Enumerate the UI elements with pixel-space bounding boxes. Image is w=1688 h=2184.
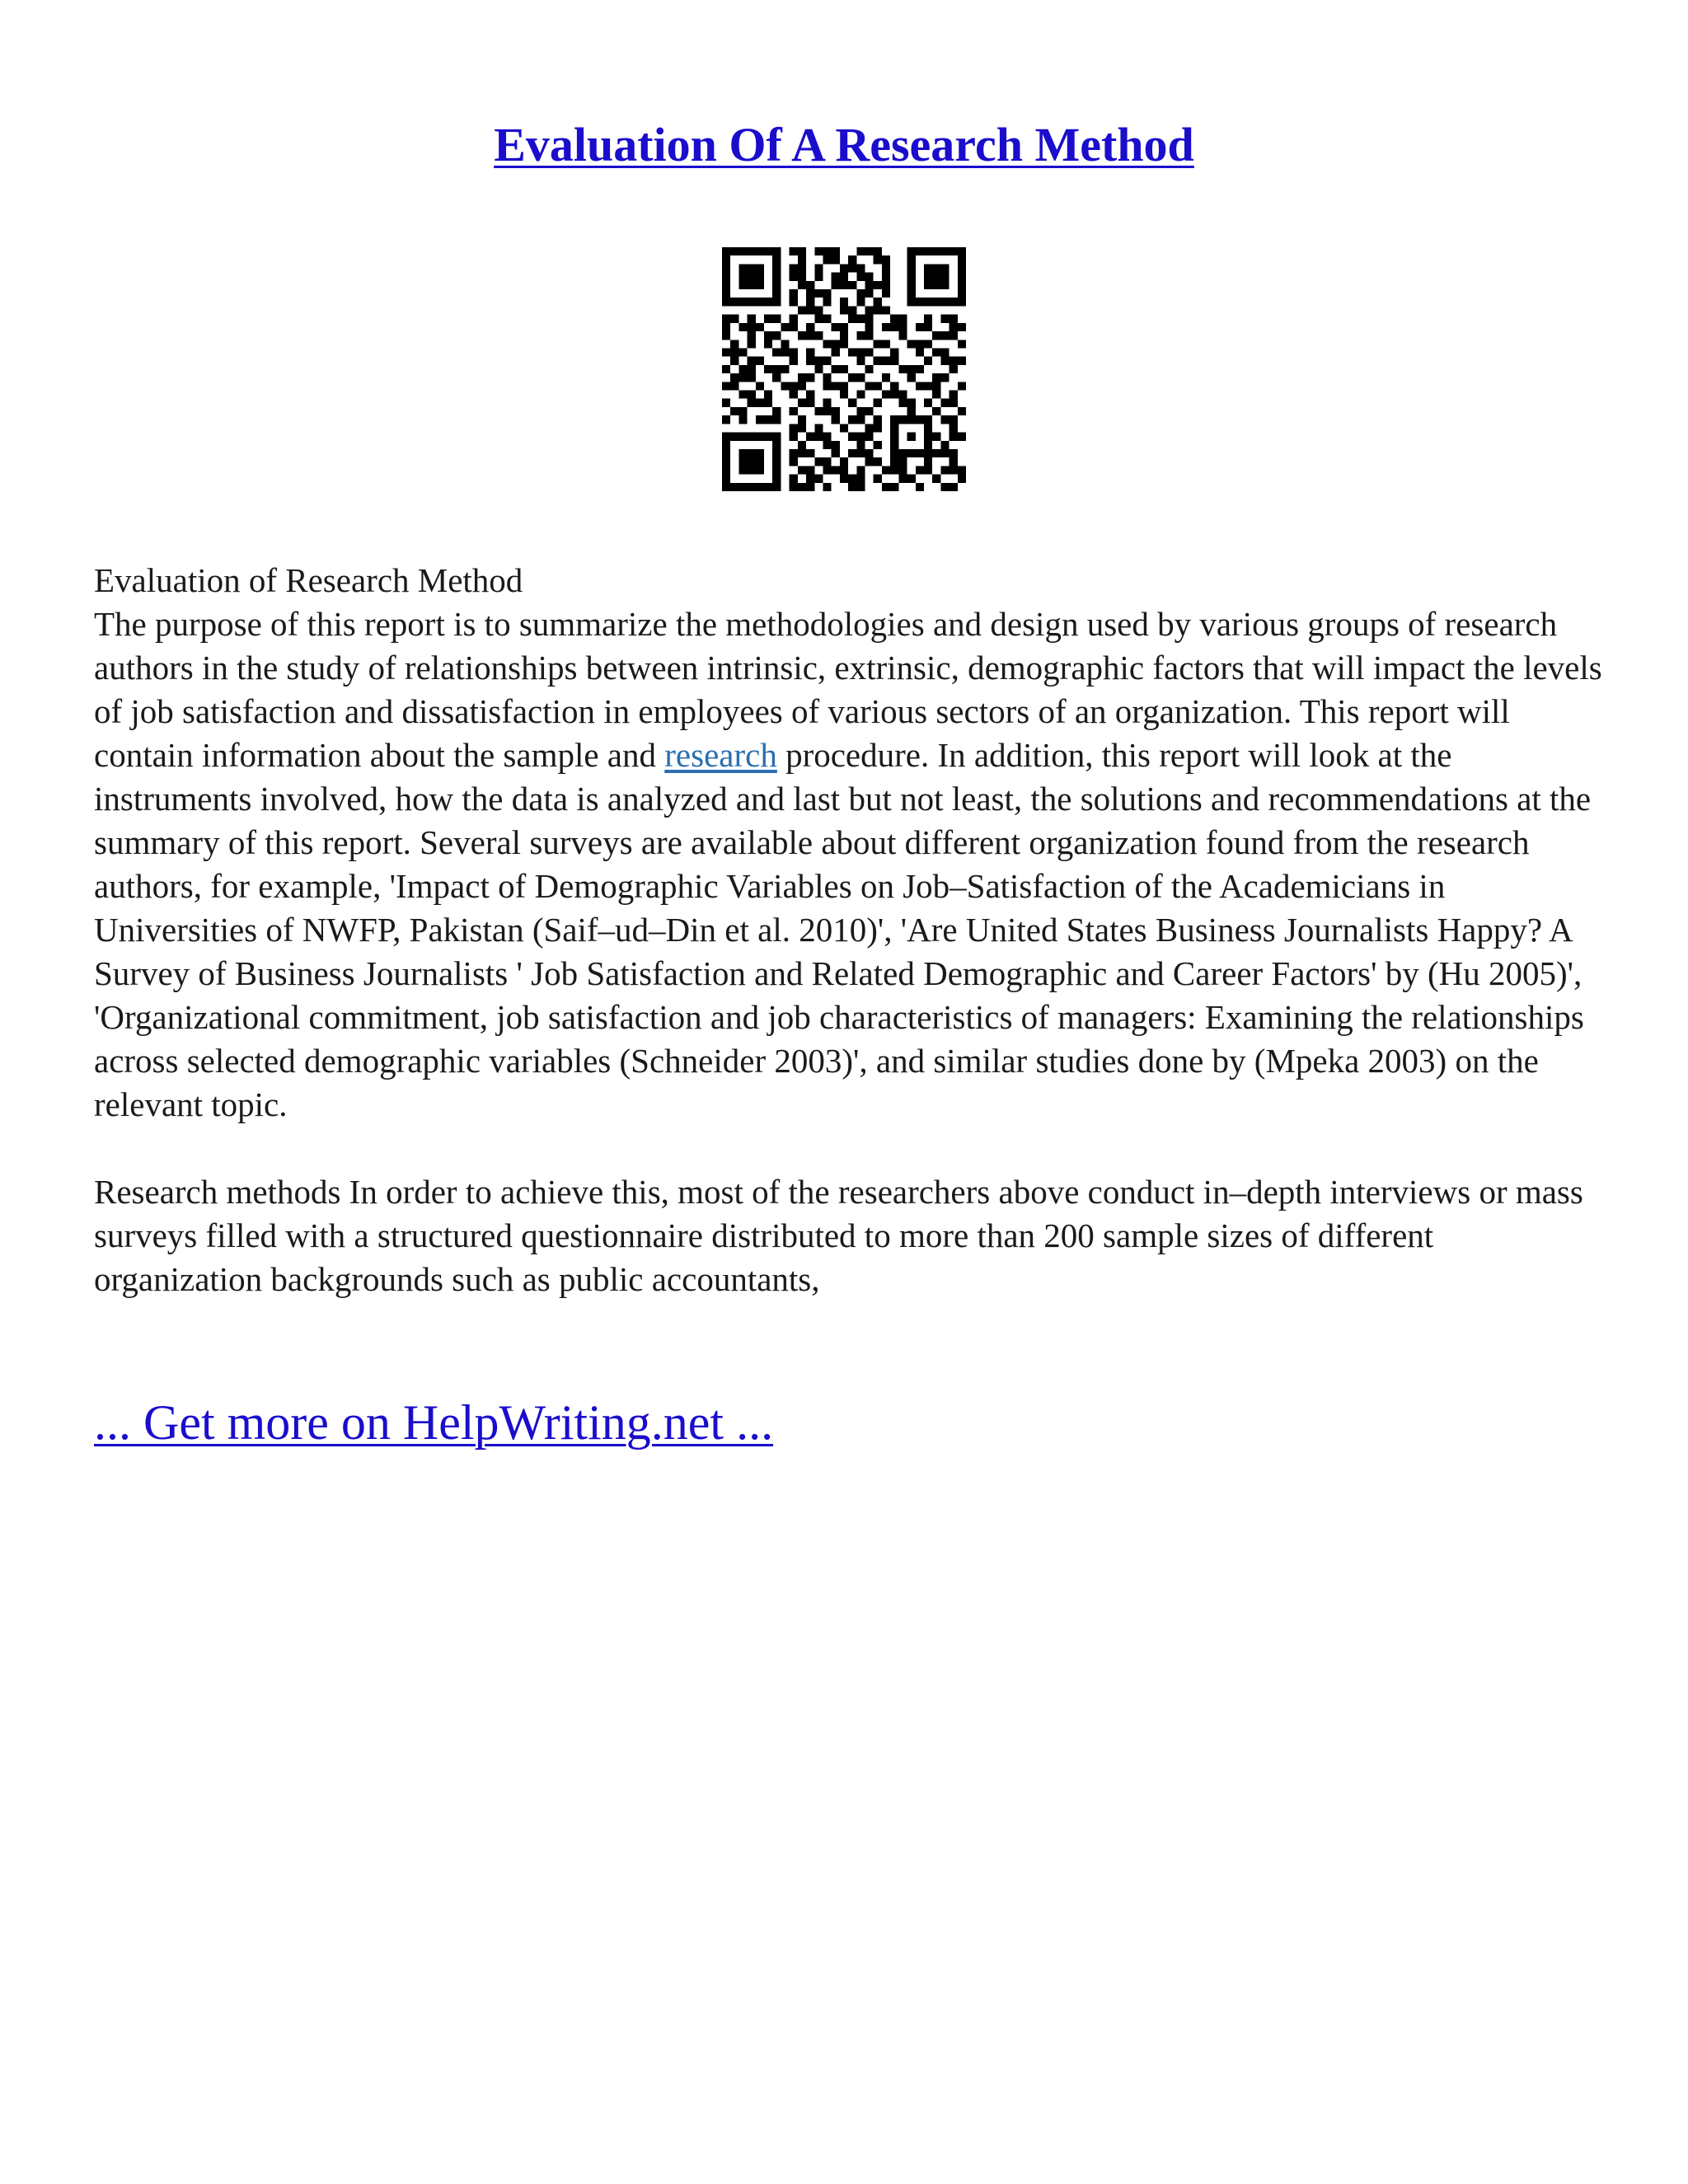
paragraph-intro-text-a: The purpose of this report is to summarize the methodologies and design used by various groups of research authors in the study of relationships between intrinsic, extrinsic, demographic factors that will impact the levels of job satisfaction and dissatisfaction in employees of various sectors of an organization. This report will contain information about the sample and (94, 605, 1602, 774)
paragraph-intro-text-b: procedure. In addition, this report will look at the instruments involved, how the data is analyzed and last but not least, the solutions and recommendations at the summary of this report. Several surveys are available about different organization found from the research authors, for example, 'Impact of Demographic Variables on Job–Satisfaction of the Academicians in Universities of NWFP, Pakistan (Saif–ud–Din et al. 2010)', 'Are United States Business Journalists Happy? A Survey of Business Journalists ' Job Satisfaction and Related Demographic and Career Factors' by (Hu 2005)', 'Organizational commitment, job satisfaction and job characteristics of managers: Examining the relationships across selected demographic variables (Schneider 2003)', and similar studies done by (Mpeka 2003) on the relevant topic. (94, 736, 1592, 1123)
article-body (94, 559, 1602, 1301)
qr-code-icon (722, 247, 966, 491)
get-more-link[interactable]: ... Get more on HelpWriting.net ... (94, 1395, 774, 1450)
paragraph-research-methods: Research methods In order to achieve this, most of the researchers above conduct in–depth interviews or mass surveys filled with a structured questionnaire distributed to more than 200 sample sizes of different organization backgrounds such as public accountants, (94, 1173, 1583, 1298)
research-link[interactable]: research (664, 736, 777, 774)
paragraph-intro (94, 602, 1602, 1127)
title-link[interactable]: Evaluation Of A Research Method (494, 118, 1194, 171)
page-title (0, 115, 1688, 175)
section-heading: Evaluation of Research Method (94, 561, 523, 599)
